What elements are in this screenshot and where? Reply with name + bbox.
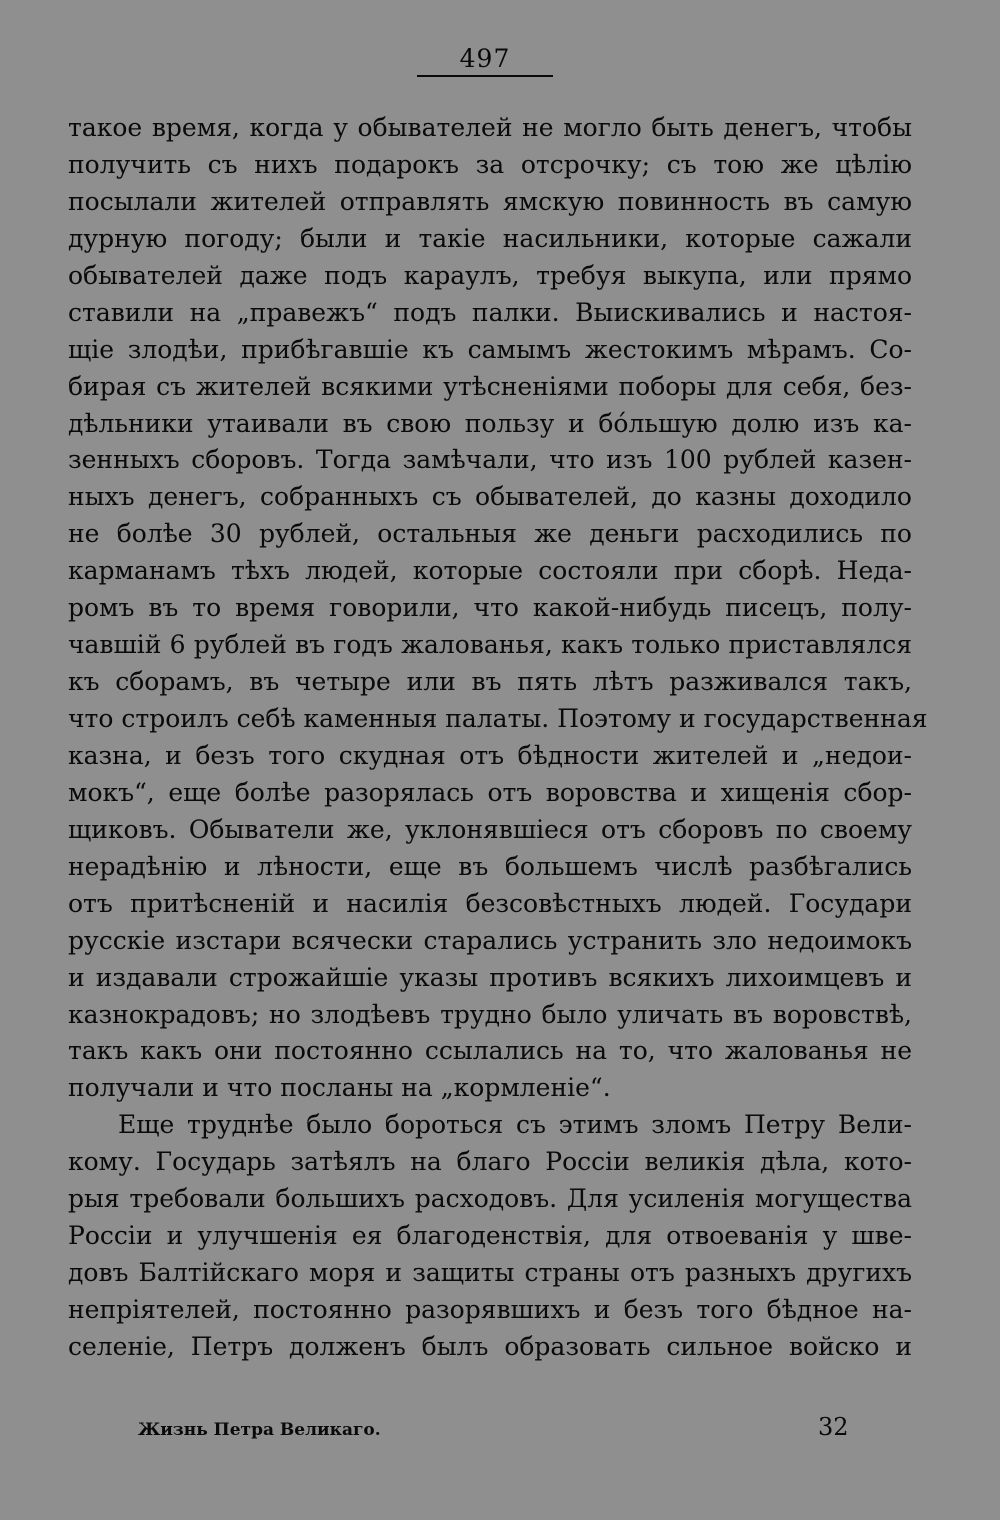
paragraph	[68, 110, 928, 1107]
text-line: Россіи и улучшенія ея благоденствія, для отвоеванія у шве-	[68, 1221, 912, 1251]
text-line: такое время, когда у обывателей не могло быть денегъ, чтобы	[68, 113, 912, 142]
text-line: Еще труднѣе было бороться съ этимъ зломъ Петру Вели-	[118, 1110, 912, 1140]
text-line: не болѣе 30 рублей, остальныя же деньги расходились по	[68, 519, 912, 549]
text-line: казна, и безъ того скудная отъ бѣдности жителей и „недои-	[68, 740, 912, 770]
text-line: чавшій 6 рублей въ годъ жалованья, какъ только приставлялся	[68, 630, 912, 660]
text-line: бирая съ жителей всякими утѣсненіями поборы для себя, без-	[68, 371, 912, 401]
text-line: ныхъ денегъ, собранныхъ съ обывателей, до казны доходило	[68, 482, 912, 512]
text-line: къ сборамъ, въ четыре или въ пять лѣтъ разживался такъ,	[68, 667, 912, 697]
footer-book-title: Жизнь Петра Великаго.	[138, 1420, 381, 1440]
text-line: нерадѣнію и лѣности, еще въ большемъ числѣ разбѣгались	[68, 851, 912, 881]
text-line: обывателей даже подъ караулъ, требуя выкупа, или прямо	[68, 260, 912, 290]
text-line: ромъ въ то время говорили, что какой-нибудь писецъ, полу-	[68, 593, 912, 623]
text-line: карманамъ тѣхъ людей, которые состояли при сборѣ. Неда-	[68, 556, 912, 586]
text-line: посылали жителей отправлять ямскую повинность въ самую	[68, 186, 912, 216]
text-line: щиковъ. Обыватели же, уклонявшіеся отъ сборовъ по своему	[68, 814, 912, 844]
text-line: довъ Балтійскаго моря и защиты страны отъ разныхъ другихъ	[68, 1258, 912, 1288]
text-line: зенныхъ сборовъ. Тогда замѣчали, что изъ 100 рублей казен-	[68, 445, 912, 475]
text-line: русскіе изстари всячески старались устранить зло недоимокъ	[68, 925, 912, 955]
text-line: дѣльники утаивали въ свою пользу и бо́льшую долю изъ ка-	[68, 408, 912, 438]
footer-sheet-number: 32	[818, 1413, 849, 1441]
text-line: селеніе, Петръ долженъ былъ образовать сильное войско и	[68, 1331, 912, 1361]
text-line: получить съ нихъ подарокъ за отсрочку; съ тою же цѣлію	[68, 149, 912, 179]
text-line: такъ какъ они постоянно ссылались на то, что жалованья не	[68, 1036, 912, 1066]
text-line: получали и что посланы на „кормленіе“.	[68, 1073, 611, 1103]
text-line: что строилъ себѣ каменныя палаты. Поэтому и государственная	[68, 704, 928, 733]
text-line: мокъ“, еще болѣе разорялась отъ воровства и хищенія сбор-	[68, 777, 912, 807]
text-line: рыя требовали большихъ расходовъ. Для усиленія могущества	[68, 1184, 912, 1214]
header-rule	[417, 75, 553, 77]
text-line: щіе злодѣи, прибѣгавшіе къ самымъ жестокимъ мѣрамъ. Со-	[68, 334, 912, 364]
page-number: 497	[459, 44, 511, 73]
text-line: казнокрадовъ; но злодѣевъ трудно было уличать въ воровствѣ,	[68, 999, 912, 1029]
text-line: и издавали строжайшіе указы противъ всякихъ лихоимцевъ и	[68, 962, 912, 992]
paragraph	[68, 1107, 912, 1366]
text-line: дурную погоду; были и такіе насильники, которые сажали	[68, 223, 912, 253]
text-line: непріятелей, постоянно разорявшихъ и безъ того бѣдное на-	[68, 1295, 912, 1324]
text-line: ставили на „правежъ“ подъ палки. Выискивались и настоя-	[68, 297, 912, 327]
text-line: кому. Государь затѣялъ на благо Россіи великія дѣла, кото-	[68, 1147, 912, 1177]
text-line: отъ притѣсненій и насилія безсовѣстныхъ людей. Государи	[68, 888, 912, 918]
body-text	[68, 110, 928, 1366]
